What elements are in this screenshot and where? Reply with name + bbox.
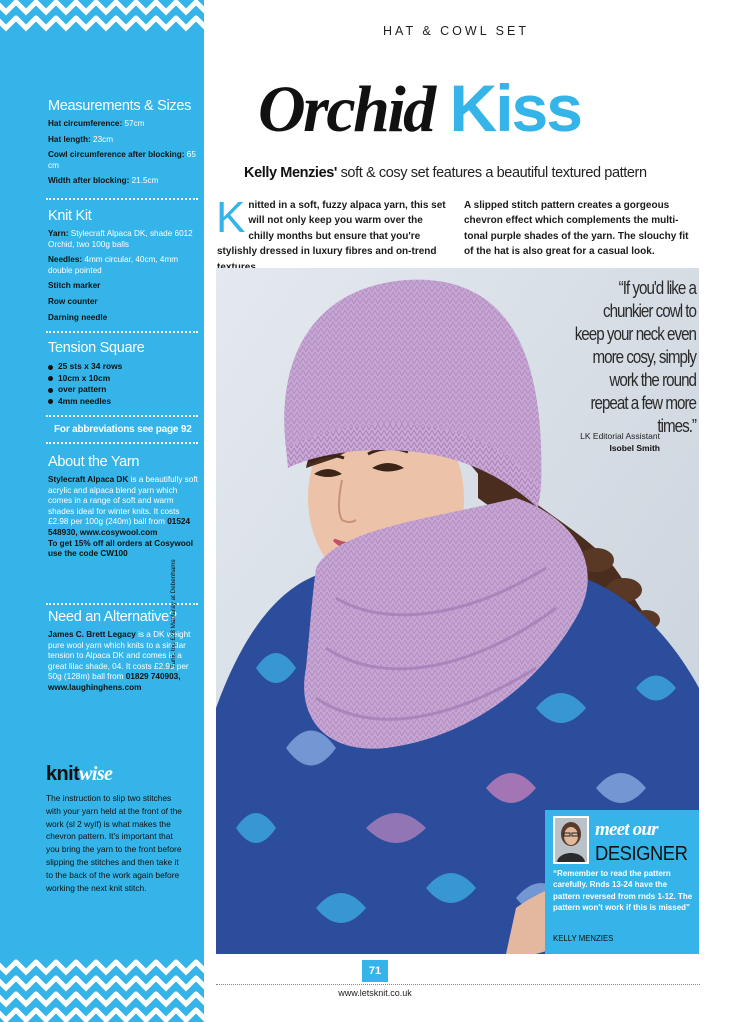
pull-quote: “If you'd like a chunkier cowl to keep your neck even more cosy, simply work the round repeat a few more times.” bbox=[574, 277, 696, 436]
measurements-title: Measurements & Sizes bbox=[48, 98, 192, 114]
quote-attribution-role: LK Editorial Assistant bbox=[580, 431, 660, 441]
measurement-item: Cowl circumference after blocking: 65 cm bbox=[48, 150, 196, 170]
measurement-item: Hat length: 23cm bbox=[48, 134, 114, 144]
quote-attribution-name: Isobel Smith bbox=[609, 443, 660, 453]
section-label: HAT & COWL SET bbox=[383, 24, 529, 38]
designer-heading-meet: meet our bbox=[595, 819, 658, 840]
knit-pattern-band-bottom bbox=[0, 958, 204, 1022]
kit-item: Stitch marker bbox=[48, 281, 101, 291]
knit-kit-title: Knit Kit bbox=[48, 208, 92, 224]
kit-item: Needles: 4mm circular, 40cm, 4mm double pointed bbox=[48, 255, 179, 275]
tension-list bbox=[48, 361, 198, 407]
tension-item: 25 sts x 34 rows bbox=[48, 361, 198, 373]
tension-item: over pattern bbox=[48, 384, 198, 396]
footer-rule bbox=[216, 984, 700, 985]
alternative-title: Need an Alternative? bbox=[48, 609, 177, 625]
knitwise-body: The instruction to slip two stitches with your yarn held at the front of the work (sl 2 wyif) is what makes the chevron pattern. It's important that you bring the yarn to the front before slipping the stitches and then take it to the back of the work again before working the next knit stitch. bbox=[46, 793, 182, 893]
standfirst: Kelly Menzies' soft & cosy set features a beautiful textured pattern bbox=[244, 165, 647, 181]
designer-quote: “Remember to read the pattern carefully. Rnds 13-24 have the pattern reversed from rnds 1-12. The pattern won't work if this is missed” bbox=[553, 869, 693, 913]
abbreviations-note: For abbreviations see page 92 bbox=[54, 424, 192, 435]
designer-name: KELLY MENZIES bbox=[553, 934, 614, 943]
page-title: Orchid Kiss bbox=[258, 71, 581, 146]
sidebar bbox=[0, 0, 204, 1022]
drop-cap: K bbox=[216, 193, 246, 242]
measurement-item: Hat circumference: 57cm bbox=[48, 119, 145, 128]
divider bbox=[46, 442, 198, 444]
divider bbox=[46, 331, 198, 333]
divider bbox=[46, 198, 198, 200]
tension-section bbox=[48, 340, 198, 407]
meet-designer-box bbox=[545, 810, 699, 954]
kit-item: Row counter bbox=[48, 296, 98, 306]
about-yarn-section bbox=[48, 454, 198, 565]
measurements-section bbox=[48, 98, 198, 192]
knitwise-title: knitwise bbox=[46, 763, 113, 785]
knit-pattern-band-top bbox=[0, 0, 204, 38]
about-yarn-text: Stylecraft Alpaca DK is a beautifully soft acrylic and alpaca blend yarn which comes in a range of soft and warm shades ideal for winter knits. It costs £2.98 per 100g (240m) ball from 01524 548930, www.cosywool.com To get 15% off all orders at Cosywool use the code CW100 bbox=[48, 475, 198, 559]
about-yarn-title: About the Yarn bbox=[48, 454, 140, 470]
tension-title: Tension Square bbox=[48, 340, 145, 356]
intro-column-1: Knitted in a soft, fuzzy alpaca yarn, this set will not only keep you warm over the chilly months but ensure that you're stylishly dressed in luxury fibres and on-trend bbox=[216, 193, 446, 258]
designer-avatar bbox=[553, 816, 589, 864]
tension-item: 10cm x 10cm bbox=[48, 373, 198, 385]
measurement-item: Width after blocking: 21.5cm bbox=[48, 176, 159, 186]
knit-kit-section bbox=[48, 208, 198, 328]
alternative-text: James C. Brett Legacy is a DK weight pure wool yarn which knits to a similar tension to Alpaca DK and comes in a great lilac shade, 04. It costs £2.99 per 50g (128m) ball from 01829 740903, www.laughinghens.com bbox=[48, 630, 191, 692]
intro-column-2: A slipped stitch pattern creates a gorgeous chevron effect which complements the multi-tonal purple shades of the yarn. The slouchy fit of the hat is also great for a casual look. bbox=[464, 200, 689, 258]
kit-item: Darning needle bbox=[48, 312, 108, 322]
kit-item: Yarn: Stylecraft Alpaca DK, shade 6012 Orchid, two 100g balls bbox=[48, 229, 193, 249]
designer-heading-label: DESIGNER bbox=[595, 843, 688, 865]
divider bbox=[46, 415, 198, 417]
tension-item: 4mm needles bbox=[48, 396, 198, 408]
page-number: 71 bbox=[362, 960, 388, 982]
footer-url[interactable]: www.letsknit.co.uk bbox=[338, 988, 412, 998]
clothing-credit: Tunic top £28 Mantaray at Debenhams bbox=[170, 559, 177, 668]
